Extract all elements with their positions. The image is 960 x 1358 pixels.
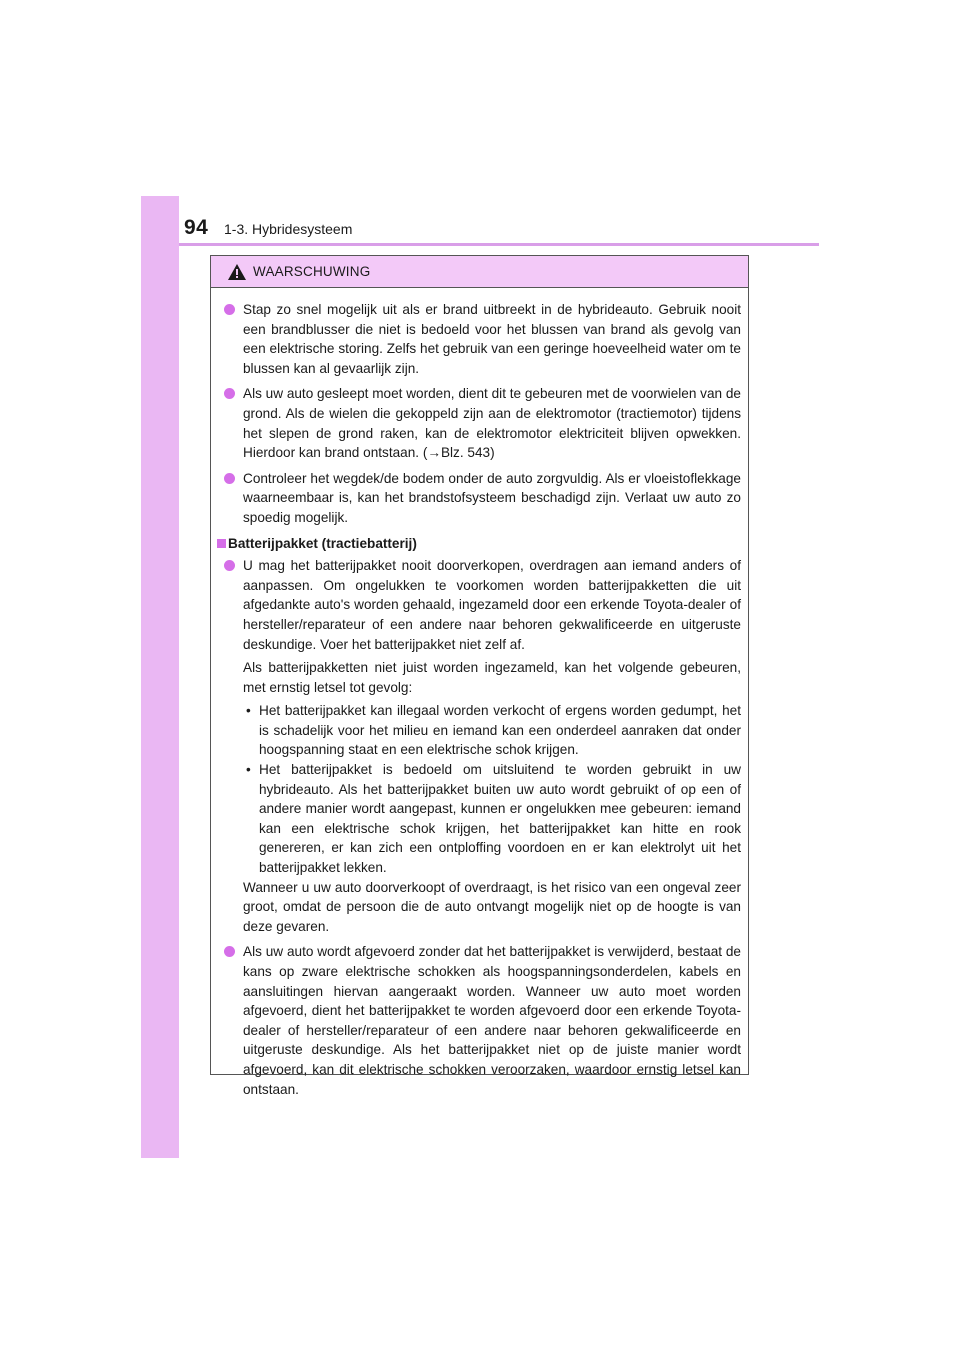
- battery-heading-text: Batterijpakket (tractiebatterij): [228, 535, 417, 551]
- battery-bullet: [217, 760, 741, 878]
- warning-item-text: Controleer het wegdek/de bodem onder de auto zorgvuldig. Als er vloeistoflekkage waarneembaar is, kan het brandstofsysteem beschadigd zijn. Verlaat uw auto zo spoedig mogelijk.: [243, 470, 741, 525]
- header-divider: [179, 243, 819, 246]
- warning-item-text: Als uw auto gesleept moet worden, dient dit te gebeuren met de voorwielen van de grond. Als de wielen die gekoppeld zijn aan de elektromotor (tractiemotor) tijdens het slepen de grond raken, kan de elektromotor elektriciteit blijven opwekken. Hierdoor kan brand ontstaan. (→Blz. 543): [243, 386, 741, 461]
- warning-title: WAARSCHUWING: [253, 264, 371, 279]
- bullet-dot-icon: [224, 946, 235, 957]
- battery-item: [217, 942, 741, 1099]
- battery-bullet-text: Het batterijpakket kan illegaal worden verkocht of ergens worden gedumpt, het is schadelijk voor het milieu en iemand kan een onderdeel aanraken dat onder hoogspanning staat en een elektrische schok krijgen.: [259, 703, 741, 758]
- battery-item-text: Als uw auto wordt afgevoerd zonder dat het batterijpakket is verwijderd, bestaat de kans op zware elektrische schokken als hoogspanningsonderdelen, kabels en aansluitingen hiervan aangeraakt worden. Wanneer uw auto moet worden afgevoerd, dient het batterijpakket te worden afgevoerd door een erkende Toyota-dealer of hersteller/reparateur of een andere naar behoren gekwalificeerde en uitgeruste deskundige. Als het batterijpakket niet op de juiste manier wordt afgevoerd, kan dit elektrische schokken veroorzaken, waardoor ernstig letsel kan ontstaan.: [243, 944, 741, 1097]
- warning-item: [217, 300, 741, 378]
- warning-item-text: Stap zo snel mogelijk uit als er brand uitbreekt in de hybrideauto. Gebruik nooit een brandblusser die niet is bedoeld voor het blussen van brand als gevolg van een elektrische storing. Zelfs het gebruik van een geringe hoeveelheid water om te blussen kan al gevaarlijk zijn.: [243, 302, 741, 376]
- bullet-dot-icon: [224, 304, 235, 315]
- bullet-mark: •: [246, 762, 251, 778]
- bullet-dot-icon: [224, 560, 235, 571]
- heading-square-icon: [217, 539, 226, 548]
- page-number: 94: [184, 216, 209, 239]
- warning-item: [217, 384, 741, 462]
- bullet-mark: •: [246, 703, 251, 719]
- battery-closing-paragraph: Wanneer u uw auto doorverkoopt of overdraagt, is het risico van een ongeval zeer groot, omdat de persoon die de auto ontvangt mogelijk niet op de hoogte is van deze gevaren.: [243, 879, 741, 934]
- battery-item: [217, 556, 741, 654]
- warning-body: [211, 288, 748, 1105]
- side-color-band: [141, 196, 179, 1158]
- bullet-dot-icon: [224, 473, 235, 484]
- battery-bullet-text: Het batterijpakket is bedoeld om uitsluitend te worden gebruikt in uw hybrideauto. Als het batterijpakket buiten uw auto wordt gebruikt of op een of andere manier wordt aangepast, kunnen er ongelukken mee gebeuren: iemand kan een elektrische schok krijgen, het batterijpakket kan hitte en rook genereren, er kan zich een ontploffing voordoen en er kan elektrolyt uit het batterijpakket lekken.: [259, 762, 741, 876]
- battery-item-text: U mag het batterijpakket nooit doorverkopen, overdragen aan iemand anders of aanpassen. Om ongelukken te voorkomen worden batterijpakketten die uit afgedankte auto's worden gehaald, ingezameld door een erkende Toyota-dealer of hersteller/reparateur of een andere naar behoren gekwalificeerde en uitgeruste deskundige. Voer het batterijpakket niet zelf af.: [243, 558, 741, 652]
- warning-triangle-icon: [227, 263, 247, 281]
- warning-header: [211, 256, 748, 288]
- bullet-dot-icon: [224, 388, 235, 399]
- battery-bullet: [217, 701, 741, 760]
- warning-box: [210, 255, 749, 1097]
- battery-paragraph: Als batterijpakketten niet juist worden ingezameld, kan het volgende gebeuren, met ernstig letsel tot gevolg:: [243, 660, 741, 695]
- battery-heading: [217, 534, 741, 554]
- warning-item: [217, 469, 741, 528]
- section-title: 1-3. Hybridesysteem: [224, 221, 353, 237]
